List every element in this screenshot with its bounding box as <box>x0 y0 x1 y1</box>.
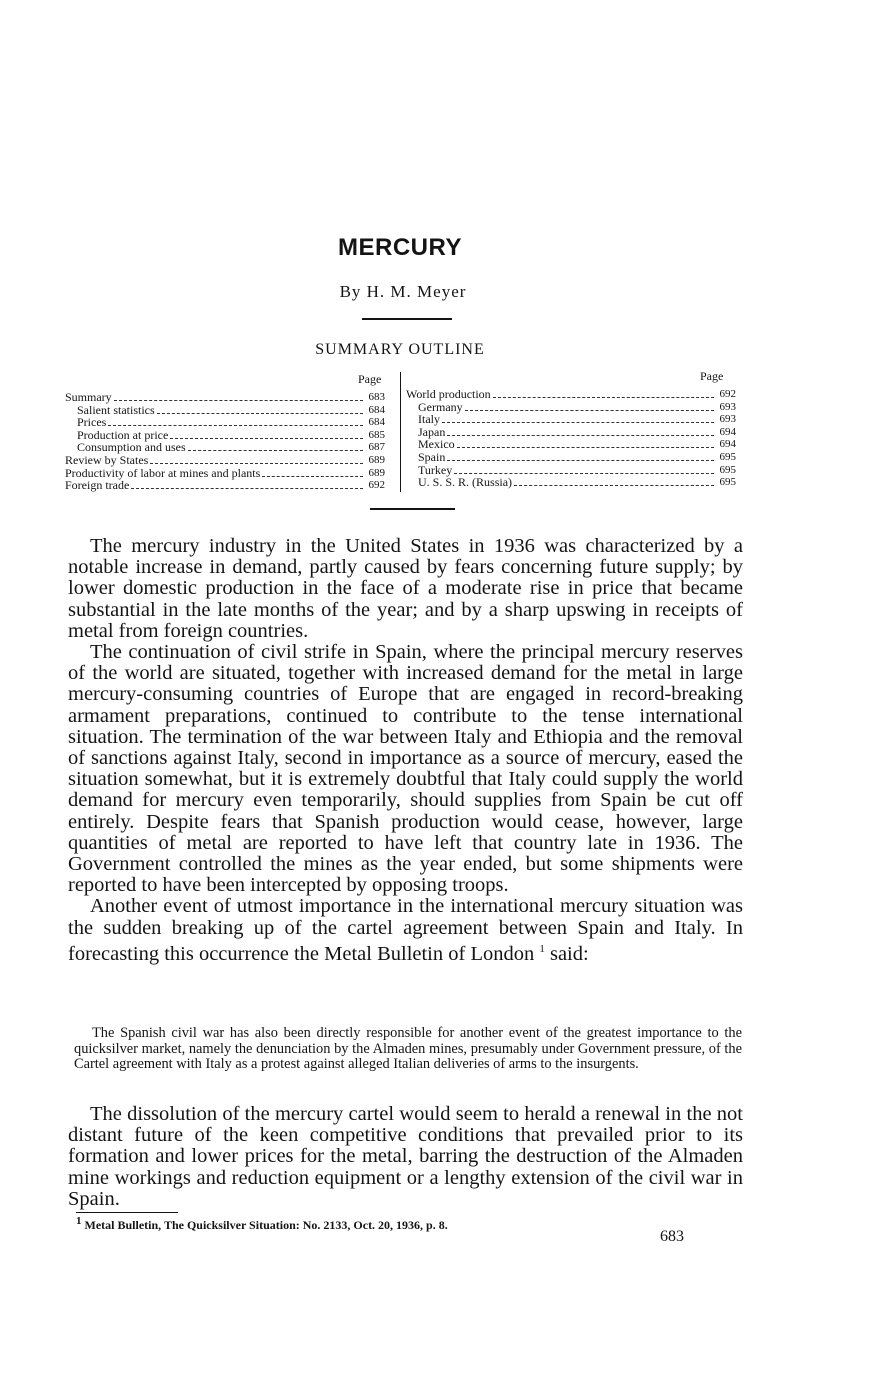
toc-left-page: 683 <box>368 391 385 403</box>
toc-right-label: Mexico <box>418 437 455 452</box>
body-text <box>68 536 743 965</box>
title-rule <box>362 318 452 320</box>
toc-right-page: 693 <box>719 400 736 413</box>
toc-right-label: Japan <box>418 424 446 439</box>
toc-right-row <box>406 401 741 414</box>
toc-right-leader <box>454 473 714 474</box>
toc-right-leader <box>447 435 714 436</box>
paragraph-2: The continuation of civil strife in Spain, where the principal mercury reserves of the world are situated, together with increased demand for the metal in large mercury-consuming countries of Europe that are engaged in record-breaking armament preparations, continued to contribute to the tense international situation. The termination of the war between Italy and Ethiopia and the removal of sanctions against Italy, second in importance as a source of mercury, eased the situation somewhat, but it is extremely doubtful that Italy could supply the world demand for mercury even temporarily, should supplies from Spain be cut off entirely. Despite fears that Spanish production would cease, however, large quantities of metal are reported to have left that country late in 1936. The Government controlled the mines as the year ended, but some shipments were reported to have been intercepted by opposing troops. <box>68 641 743 897</box>
toc-left-leader <box>114 400 363 401</box>
toc-right-page: 694 <box>719 438 736 451</box>
toc-right-leader <box>457 447 714 448</box>
summary-outline-heading: SUMMARY OUTLINE <box>315 341 485 358</box>
toc-left-leader <box>188 450 363 451</box>
toc-right-row <box>406 476 741 489</box>
toc-left-leader <box>262 476 363 477</box>
page-title: MERCURY <box>338 234 462 261</box>
toc-left-label: Review by States <box>65 453 149 467</box>
toc-right-leader <box>493 397 714 398</box>
toc-left-page-header: Page <box>358 372 382 386</box>
paragraph-3 <box>68 896 743 964</box>
toc-left-label: Productivity of labor at mines and plants <box>65 465 261 480</box>
toc-left-leader <box>170 438 363 439</box>
footnote-marker: 1 <box>76 1215 82 1227</box>
toc-right-leader <box>465 410 714 411</box>
toc-right-page: 695 <box>719 451 736 463</box>
toc-right-page: 694 <box>719 425 736 438</box>
footnote-text: Metal Bulletin, The Quicksilver Situation: No. 2133, Oct. 20, 1936, p. 8. <box>84 1218 448 1232</box>
toc-left-label: Production at price <box>77 427 169 442</box>
toc-left-page: 684 <box>368 403 385 416</box>
toc-left-page: 689 <box>368 466 385 479</box>
toc-left-page: 684 <box>368 416 385 429</box>
toc-left-leader <box>131 488 363 489</box>
toc-left-label: Salient statistics <box>77 402 155 417</box>
toc-left-row <box>65 404 395 417</box>
toc-right-page: 693 <box>719 413 736 426</box>
toc-left-page: 687 <box>368 441 385 454</box>
toc-right-leader <box>442 422 714 423</box>
page-number: 683 <box>660 1228 684 1245</box>
toc-divider <box>400 372 401 492</box>
paragraph-3-text: Another event of utmost importance in the international mercury situation was the sudden breaking up of the cartel agreement between Spain and Italy. In forecasting this occurrence the Metal Bulletin of London <box>68 895 743 965</box>
toc-left-page: 692 <box>368 479 385 492</box>
footnote <box>76 1215 676 1233</box>
toc-right-row <box>406 413 741 426</box>
toc-right-leader <box>447 460 714 461</box>
toc-left-leader <box>150 463 363 464</box>
toc-left-leader <box>157 413 363 414</box>
toc-right-row <box>406 438 741 451</box>
toc-right-page: 692 <box>719 388 736 400</box>
toc-right-label: Italy <box>418 412 440 427</box>
toc-left-leader <box>108 425 363 426</box>
toc-right-label: Germany <box>418 399 463 414</box>
closing-text <box>68 1104 743 1210</box>
quote-text: The Spanish civil war has also been directly responsible for another event of the greatest importance to the quicksilver market, namely the denunciation by the Almaden mines, presumably under Government pressure, of the Cartel agreement with Italy as a protest against alleged Italian deliveries of arms to the insurgents. <box>74 1025 742 1072</box>
paragraph-1: The mercury industry in the United States in 1936 was characterized by a notable increase in demand, partly caused by fears concerning future supply; by lower domestic production in the face of a moderate rise in price that became substantial in the late months of the year; and by a sharp upswing in receipts of metal from foreign countries. <box>68 535 743 642</box>
byline: By H. M. Meyer <box>339 282 467 301</box>
toc-right-page: 695 <box>719 463 736 476</box>
toc-left-label: Consumption and uses <box>77 440 186 455</box>
toc-left-label: Summary <box>65 390 112 404</box>
toc-right-label: Turkey <box>418 462 453 477</box>
footnote-rule <box>76 1212 178 1213</box>
closing-paragraph: The dissolution of the mercury cartel would seem to herald a renewal in the not distant future of the keen competitive conditions that prevailed prior to its formation and lower prices for the metal, barring the destruction of the Almaden mine workings and reduction equipment or a lengthy extension of the civil war in Spain. <box>68 1103 743 1210</box>
block-quote <box>74 1026 742 1073</box>
toc-right-label: World production <box>406 387 491 401</box>
footnote-reference: 1 <box>539 942 545 955</box>
toc-left-page: 685 <box>368 428 385 441</box>
toc-right-label: U. S. S. R. (Russia) <box>418 475 513 490</box>
toc-right-label: Spain <box>418 450 446 464</box>
toc-right-page-header: Page <box>700 369 724 383</box>
toc-left-label: Foreign trade <box>65 478 130 493</box>
toc-left-row <box>65 479 395 492</box>
toc-right-leader <box>514 485 714 486</box>
toc-left-label: Prices <box>77 415 107 430</box>
paragraph-3-tail: said: <box>549 942 589 965</box>
toc-right-row <box>406 426 741 439</box>
outline-end-rule <box>370 508 455 510</box>
toc-left-page: 689 <box>368 454 385 466</box>
toc-right-row <box>406 451 741 464</box>
toc-right-page: 695 <box>719 476 736 489</box>
